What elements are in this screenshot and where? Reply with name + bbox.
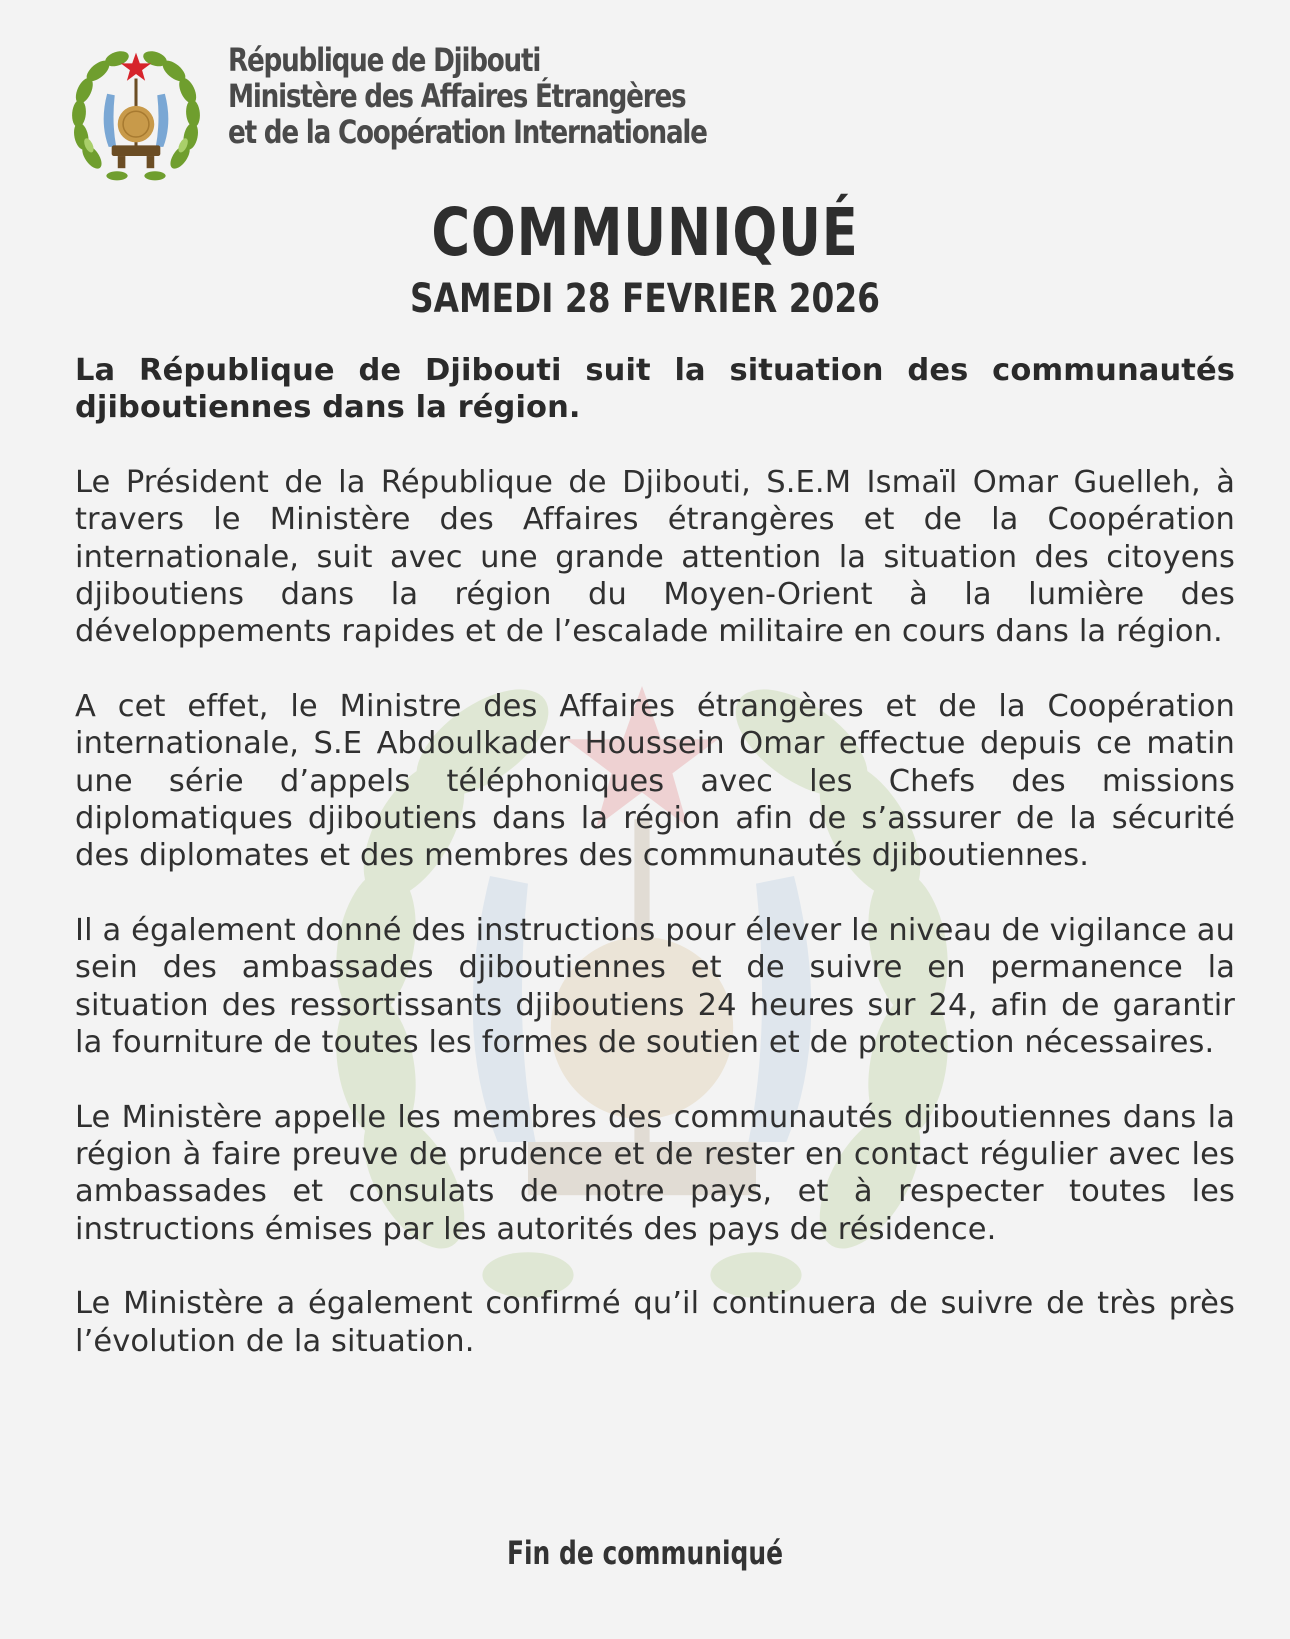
ministry-line-country: République de Djibouti — [228, 41, 541, 79]
end-of-communique: Fin de communiqué — [506, 1534, 784, 1572]
letterhead — [60, 36, 820, 206]
document-title: COMMUNIQUÉ — [431, 194, 859, 271]
communique-body — [75, 352, 1235, 1397]
footer — [0, 1533, 1290, 1573]
ministry-name — [228, 42, 788, 150]
paragraph-minister-calls: A cet effet, le Ministre des Affaires étrangères et de la Coopération internationale, S.E Abdoulkader Houssein Omar effectue depuis ce matin une série d’appels téléphoniques avec les Chefs des missions diplomatiques djiboutiens dans la région afin de s’assurer de la sécurité des diplomates et des membres des communautés djiboutiennes. — [75, 688, 1235, 874]
paragraph-appeal: Le Ministère appelle les membres des communautés djiboutiennes dans la région à faire preuve de prudence et de rester en contact régulier avec les ambassades et consulats de notre pays, et à respecter toutes les instructions émises par les autorités des pays de résidence. — [75, 1099, 1235, 1247]
paragraph-vigilance: Il a également donné des instructions pour élever le niveau de vigilance au sein des ambassades djiboutiennes et de suivre en permanence la situation des ressortissants djiboutiens 24 heures sur 24, afin de garantir la fourniture de toutes les formes de soutien et de protection nécessaires. — [75, 912, 1235, 1061]
title-block — [0, 194, 1290, 322]
paragraph-follow-up: Le Ministère a également confirmé qu’il continuera de suivre de très près l’évolution de la situation. — [75, 1286, 1235, 1359]
lead-paragraph: La République de Djibouti suit la situation des communautés djiboutiennes dans la région. — [75, 353, 1235, 426]
ministry-line-cooperation: et de la Coopération Internationale — [228, 113, 707, 151]
coat-of-arms-icon — [60, 36, 212, 194]
ministry-line-ministry: Ministère des Affaires Étrangères — [228, 77, 686, 115]
document-date: SAMEDI 28 FEVRIER 2026 — [409, 276, 880, 322]
paragraph-president: Le Président de la République de Djibouti, S.E.M Ismaïl Omar Guelleh, à travers le Ministère des Affaires étrangères et de la Coopération internationale, suit avec une grande attention la situation des citoyens djiboutiens dans la région du Moyen-Orient à la lumière des développements rapides et de l’escalade militaire en cours dans la région. — [75, 464, 1235, 650]
